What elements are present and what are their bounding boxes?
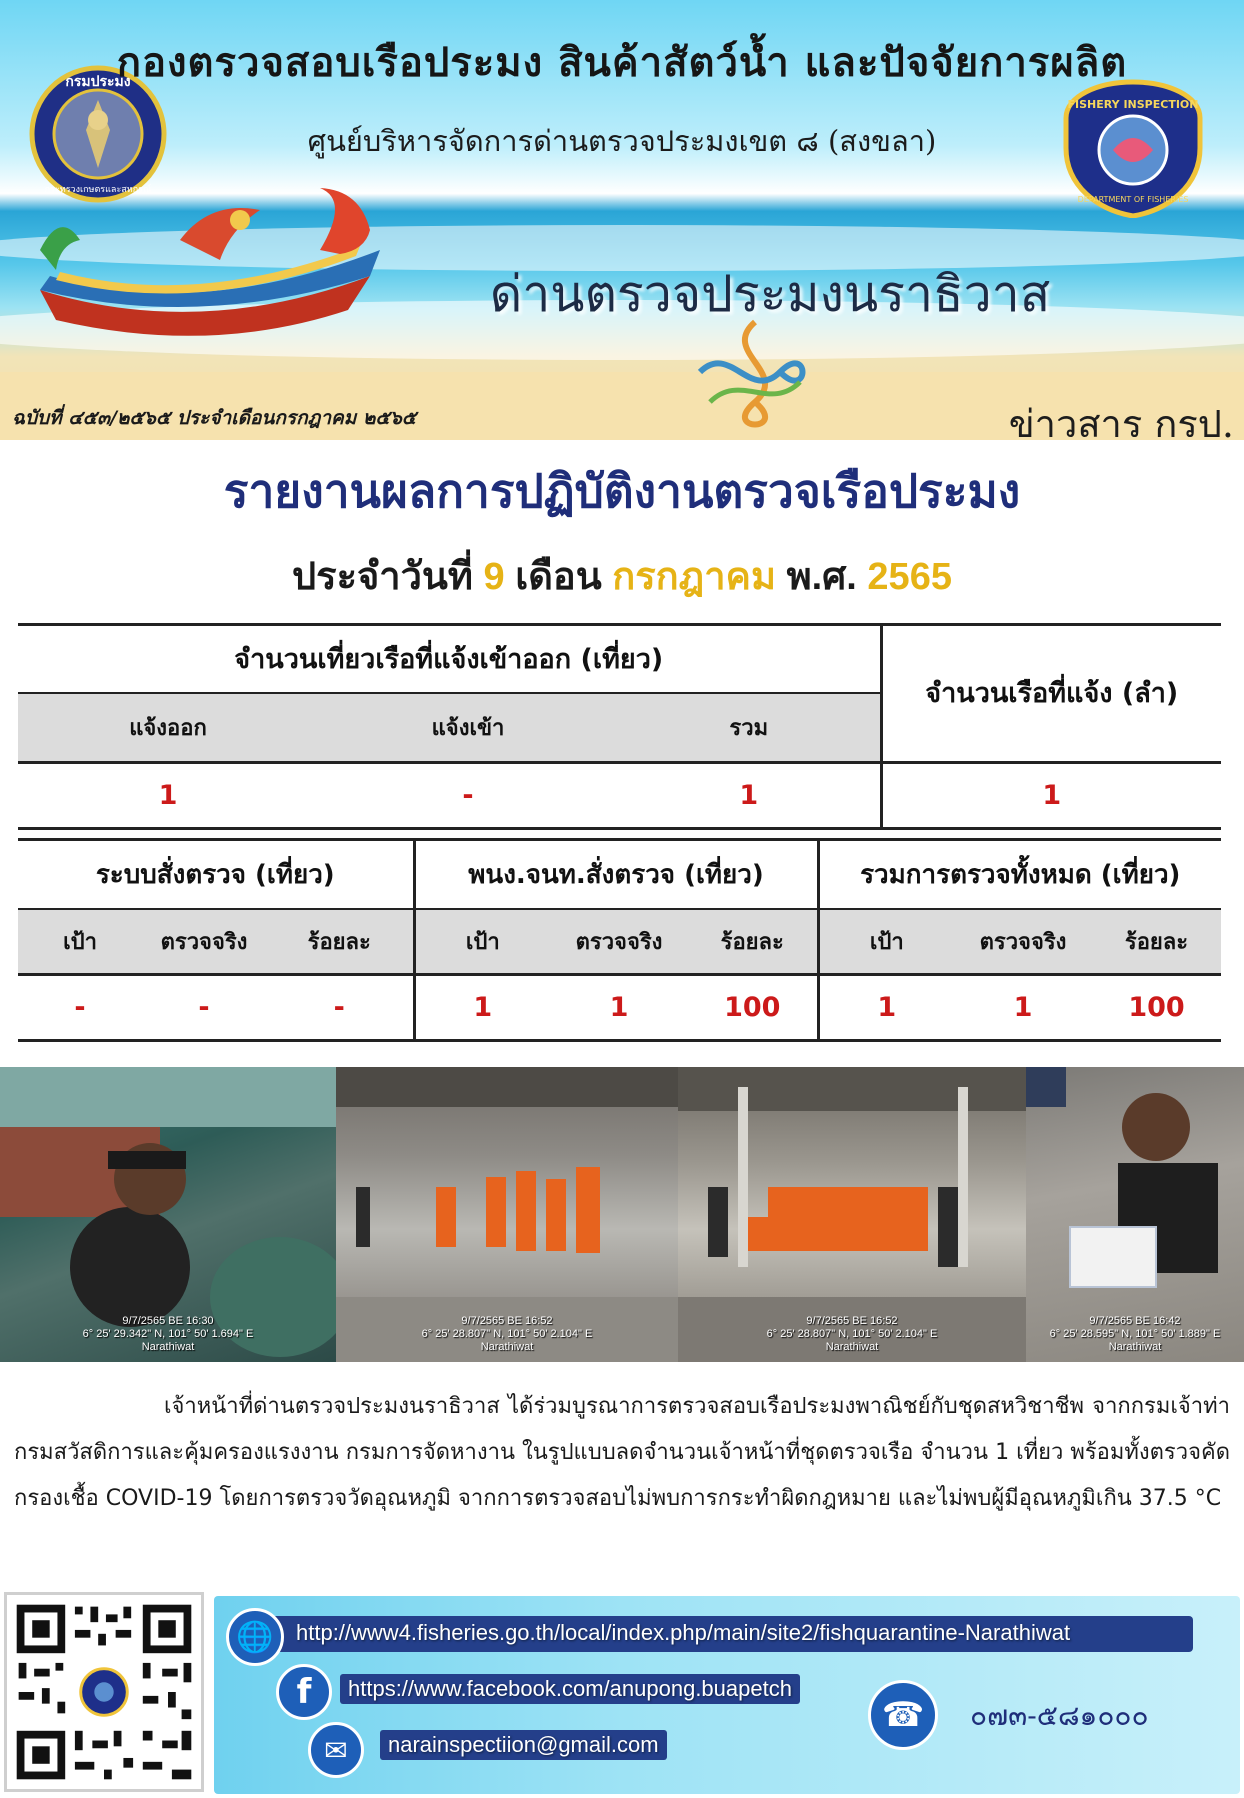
knot-logo-icon: [690, 312, 820, 440]
column-header-percent: ร้อยละ: [266, 909, 414, 975]
column-header-departure: แจ้งออก: [18, 693, 318, 763]
inspection-results-table: [18, 838, 1221, 1042]
officer-order-header: พนง.จนท.สั่งตรวจ (เที่ยว): [414, 840, 818, 909]
facebook-icon: f: [276, 1664, 332, 1720]
column-header-arrival: แจ้งเข้า: [318, 693, 618, 763]
contact-panel: [214, 1596, 1240, 1794]
total-value: 1: [618, 763, 881, 829]
total-inspection-header: รวมการตรวจทั้งหมด (เที่ยว): [818, 840, 1221, 909]
website-link[interactable]: http://www4.fisheries.go.th/local/index.php/main/site2/fishquarantine-Narathiwat: [296, 1620, 1071, 1645]
officer-percent-value: 100: [688, 975, 818, 1041]
email-icon: ✉: [308, 1722, 364, 1778]
qr-code-icon[interactable]: [4, 1592, 204, 1792]
station-name: ด่านตรวจประมงนราธิวาส: [489, 265, 1051, 323]
globe-icon: 🌐: [226, 1608, 284, 1666]
boat-count-header: จำนวนเรือที่แจ้ง (ลำ): [881, 625, 1221, 763]
boat-count-value: 1: [881, 763, 1221, 829]
photo-timestamp: 9/7/2565 BE 16:52 6° 25' 28.807" N, 101° 50' 2.104" E Narathiwat: [421, 1315, 593, 1353]
system-actual-value: -: [142, 975, 266, 1041]
inspection-photo: [0, 1067, 336, 1362]
officer-target-value: 1: [414, 975, 550, 1041]
officer-actual-value: 1: [550, 975, 688, 1041]
total-target-value: 1: [818, 975, 954, 1041]
svg-text:กรมประมง: กรมประมง: [65, 74, 131, 90]
total-actual-value: 1: [954, 975, 1092, 1041]
date-month: กรกฎาคม: [612, 556, 776, 598]
date-year: 2565: [867, 556, 952, 598]
fishery-inspection-badge-icon: [1058, 78, 1208, 218]
korlae-boat-illustration: [20, 180, 400, 350]
svg-text:FISHERY INSPECTION: FISHERY INSPECTION: [1067, 98, 1199, 111]
column-header-target: เป้า: [818, 909, 954, 975]
column-header-target: เป้า: [414, 909, 550, 975]
banner-title: กองตรวจสอบเรือประมง สินค้าสัตว์น้ำ และปัจจัยการผลิต: [116, 39, 1128, 86]
date-day: 9: [483, 556, 505, 598]
departure-value: 1: [18, 763, 318, 829]
total-percent-value: 100: [1092, 975, 1221, 1041]
banner-subtitle: ศูนย์บริหารจัดการด่านตรวจประมงเขต ๘ (สงขลา): [307, 124, 937, 158]
date-prefix: ประจำวันที่: [292, 556, 473, 598]
photo-timestamp: 9/7/2565 BE 16:42 6° 25' 28.595" N, 101° 50' 1.889" E Narathiwat: [1049, 1315, 1221, 1353]
month-label: เดือน: [515, 556, 602, 598]
svg-text:DEPARTMENT OF FISHERIES: DEPARTMENT OF FISHERIES: [1077, 195, 1189, 204]
column-header-percent: ร้อยละ: [688, 909, 818, 975]
column-header-actual: ตรวจจริง: [954, 909, 1092, 975]
report-date: [0, 545, 1244, 606]
photo-strip: [0, 1067, 1244, 1362]
report-title: รายงานผลการปฏิบัติงานตรวจเรือประมง: [223, 464, 1021, 518]
report-description: เจ้าหน้าที่ด่านตรวจประมงนราธิวาส ได้ร่วมบูรณาการตรวจสอบเรือประมงพาณิชย์กับชุดสหวิชาชีพ จากกรมเจ้าท่า กรมสวัสดิการและคุ้มครองแรงงาน กรมการจัดหางาน ในรูปแบบลดจำนวนเจ้าหน้าที่ชุดตรวจเรือ จำนวน 1 เที่ยว พร้อมทั้งตรวจคัดกรองเชื้อ COVID-19 โดยการตรวจวัดอุณหภูมิ จากการตรวจสอบไม่พบการกระทำผิดกฎหมาย และไม่พบผู้มีอุณหภูมิเกิน 37.5 °C: [14, 1394, 1230, 1511]
issue-number: ฉบับที่ ๔๕๓/๒๕๖๕ ประจำเดือนกรกฎาคม ๒๕๖๕: [12, 407, 417, 429]
phone-icon: ☎: [868, 1680, 938, 1750]
system-order-header: ระบบสั่งตรวจ (เที่ยว): [95, 859, 335, 890]
column-header-actual: ตรวจจริง: [142, 909, 266, 975]
email-link[interactable]: narainspectiion@gmail.com: [380, 1730, 667, 1760]
system-target-value: -: [18, 975, 142, 1041]
column-header-actual: ตรวจจริง: [550, 909, 688, 975]
column-header-percent: ร้อยละ: [1092, 909, 1221, 975]
header-banner: [0, 0, 1244, 440]
inspection-photo: [678, 1067, 1026, 1362]
trip-group-header: จำนวนเที่ยวเรือที่แจ้งเข้าออก (เที่ยว): [234, 644, 664, 676]
column-header-total: รวม: [618, 693, 881, 763]
svg-text:กระทรวงเกษตรและสหกรณ์: กระทรวงเกษตรและสหกรณ์: [44, 185, 152, 195]
phone-number[interactable]: ๐๗๓-๕๘๑๐๐๐: [970, 1699, 1149, 1732]
system-percent-value: -: [266, 975, 414, 1041]
arrival-value: -: [318, 763, 618, 829]
year-label: พ.ศ.: [786, 556, 857, 598]
inspection-photo: [1026, 1067, 1244, 1362]
newsletter-label: ข่าวสาร กรป.: [1008, 402, 1234, 440]
photo-timestamp: 9/7/2565 BE 16:30 6° 25' 29.342" N, 101° 50' 1.694" E Narathiwat: [82, 1315, 254, 1353]
inspection-photo: [336, 1067, 678, 1362]
column-header-target: เป้า: [18, 909, 142, 975]
photo-timestamp: 9/7/2565 BE 16:52 6° 25' 28.807" N, 101° 50' 2.104" E Narathiwat: [766, 1315, 938, 1353]
facebook-link[interactable]: https://www.facebook.com/anupong.buapetch: [340, 1674, 800, 1704]
trip-notification-table: [18, 623, 1221, 830]
